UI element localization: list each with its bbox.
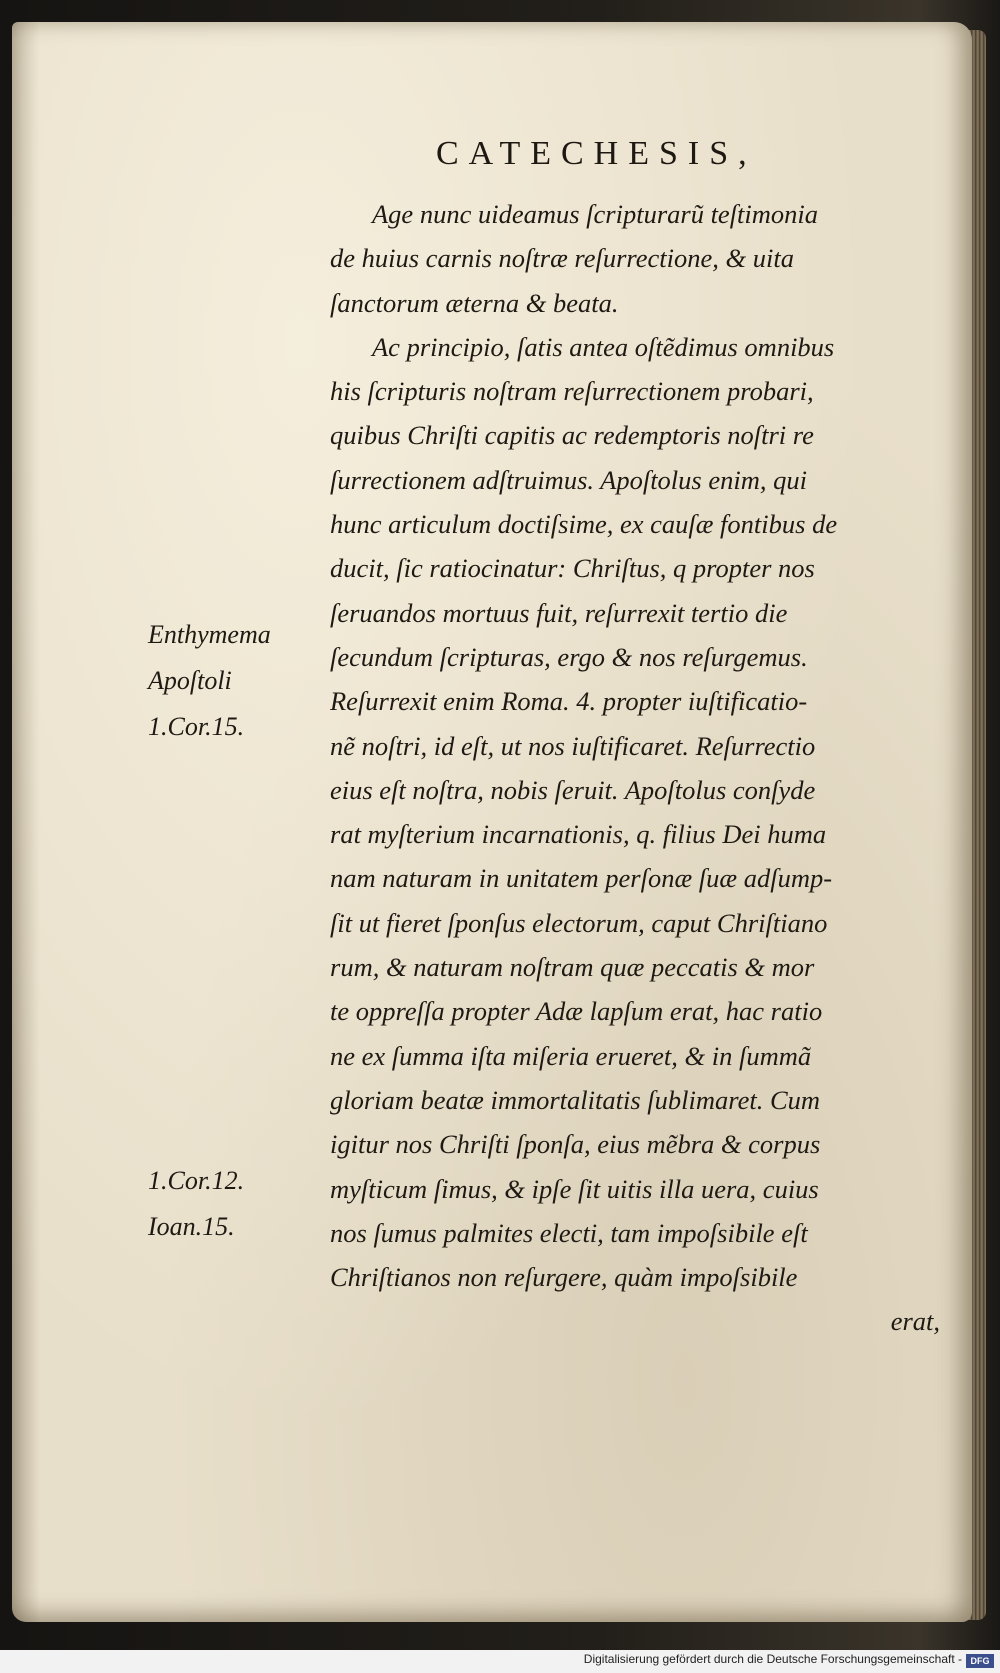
- margin-note-references: [148, 1158, 244, 1250]
- text-line: quibus Chriſti capitis ac redemptoris noſtri re: [330, 420, 814, 451]
- text-line: rat myſterium incarnationis, q. filius Dei huma: [330, 819, 827, 850]
- text-line: ne ex ſumma iſta miſeria erueret, & in ſummã: [330, 1040, 812, 1071]
- text-line: myſticum ſimus, & ipſe ſit uitis illa uera, cuius: [330, 1173, 819, 1204]
- margin-note-line: 1.Cor.15.: [148, 712, 245, 741]
- text-line: nos ſumus palmites electi, tam impoſsibile eſt: [330, 1217, 808, 1248]
- text-line: gloriam beatæ immortalitatis ſublimaret. Cum: [330, 1084, 821, 1115]
- text-line: Chriſtianos non reſurgere, quàm impoſsibile: [330, 1262, 798, 1293]
- margin-note-line: Apoſtoli: [148, 666, 232, 695]
- text-line: igitur nos Chriſti ſponſa, eius mẽbra & corpus: [330, 1129, 821, 1160]
- margin-note-line: 1.Cor.12.: [148, 1166, 245, 1195]
- text-line: hunc articulum doctiſsime, ex cauſæ fontibus de: [330, 509, 838, 540]
- text-line: Age nunc uideamus ſcripturarũ teſtimonia: [372, 199, 819, 229]
- text-line: nẽ noſtri, id eſt, ut nos iuſtificaret. Reſurrectio: [330, 730, 816, 761]
- text-line: Reſurrexit enim Roma. 4. propter iuſtificatio-: [330, 686, 808, 717]
- text-line: eius eſt noſtra, nobis ſeruit. Apoſtolus conſyde: [330, 774, 816, 805]
- catchword: erat,: [890, 1306, 940, 1337]
- text-line: Ac principio, ſatis antea oſtẽdimus omnibus: [372, 331, 835, 362]
- text-line: ducit, ſic ratiocinatur: Chriſtus, q propter nos: [330, 553, 815, 584]
- margin-note-line: Ioan.15.: [148, 1212, 235, 1241]
- text-line: de huius carnis noſtræ reſurrectione, & uita: [330, 243, 794, 274]
- margin-note-enthymema: [148, 612, 271, 750]
- text-line: te oppreſſa propter Adæ lapſum erat, hac ratio: [330, 996, 823, 1027]
- body-text: [330, 192, 940, 1344]
- text-line: his ſcripturis noſtram reſurrectionem probari,: [330, 376, 814, 407]
- text-line: ſeruandos mortuus fuit, reſurrexit tertio die: [330, 597, 788, 628]
- text-line: ſurrectionem adſtruimus. Apoſtolus enim, qui: [330, 464, 807, 495]
- running-head: CATECHESIS,: [436, 135, 757, 172]
- text-line: ſecundum ſcripturas, ergo & nos reſurgemus.: [330, 641, 808, 672]
- text-line: rum, & naturam noſtram quæ peccatis & mor: [330, 952, 815, 983]
- funding-credit: Digitalisierung gefördert durch die Deutsche Forschungsgemeinschaft -: [583, 1652, 962, 1666]
- text-line: nam naturam in unitatem perſonæ ſuæ adſump-: [330, 863, 833, 894]
- margin-note-line: Enthymema: [148, 620, 271, 649]
- text-line: ſit ut fieret ſponſus electorum, caput Chriſtiano: [330, 907, 828, 938]
- text-line: ſanctorum æterna & beata.: [330, 287, 619, 318]
- dfg-logo: DFG: [966, 1654, 994, 1668]
